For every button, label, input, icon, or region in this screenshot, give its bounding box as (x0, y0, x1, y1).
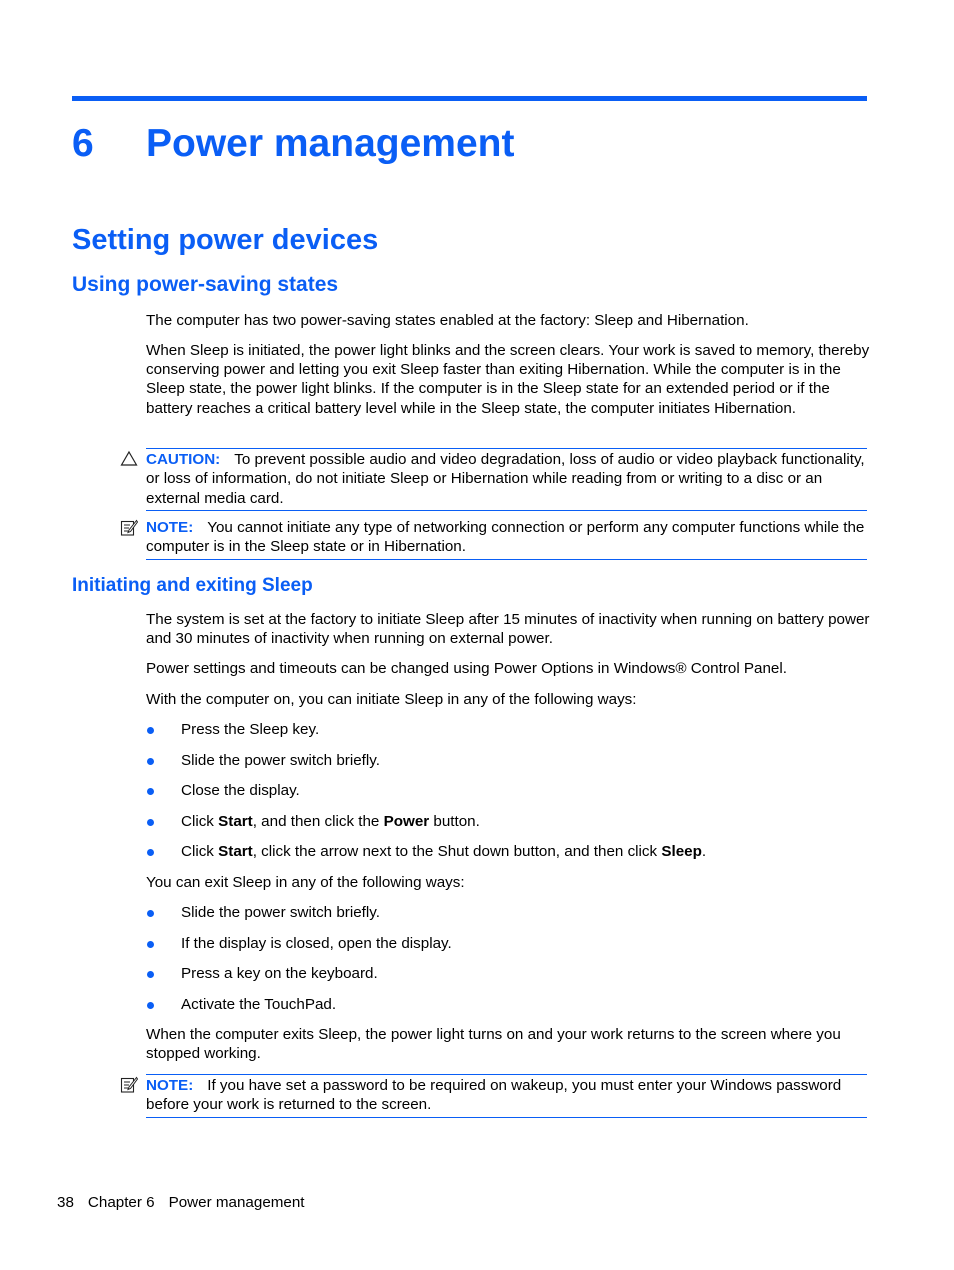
note-text: You cannot initiate any type of networking connection or perform any computer functions while the computer is in the Sleep state or in Hibernation. (146, 519, 865, 556)
chapter-heading (72, 120, 514, 168)
paragraph: The computer has two power-saving states enabled at the factory: Sleep and Hibernation. (146, 312, 749, 329)
bullet-icon (147, 1002, 154, 1009)
chapter-number: 6 (72, 122, 94, 165)
note-pencil-icon (120, 519, 138, 537)
paragraph: When the computer exits Sleep, the power light turns on and your work returns to the screen where you stopped working. (146, 1026, 841, 1063)
bullet-icon (147, 971, 154, 978)
caution-box (146, 448, 867, 511)
chapter-rule (72, 96, 867, 101)
bullet-icon (147, 788, 154, 795)
bullet-icon (147, 849, 154, 856)
note-label: NOTE: (146, 1077, 194, 1094)
subsection-title-sleep: Initiating and exiting Sleep (72, 575, 313, 596)
note-text: If you have set a password to be required on wakeup, you must enter your Windows password before your work is returned to the screen. (146, 1077, 842, 1114)
page-footer (57, 1193, 319, 1212)
paragraph: When Sleep is initiated, the power light blinks and the screen clears. Your work is saved to memory, thereby conserving power and letting you exit Sleep faster than exiting Hibernation. While the computer is in the Sleep state, the power light blinks. If the computer is in the Sleep state for an extended period or if the battery reaches a critical battery level while in the Sleep state, the computer initiates Hibernation. (146, 342, 870, 417)
chapter-title: Power management (146, 122, 515, 165)
bullet-icon (147, 910, 154, 917)
warning-triangle-icon (120, 450, 138, 468)
note-pencil-icon (120, 1076, 138, 1094)
bullet-icon (147, 727, 154, 734)
note-box (146, 1074, 867, 1118)
caution-label: CAUTION: (146, 451, 221, 468)
paragraph: With the computer on, you can initiate Sleep in any of the following ways: (146, 691, 637, 708)
footer-chapter: Chapter 6 (87, 1194, 155, 1211)
section-title: Setting power devices (72, 224, 379, 256)
bullet-icon (147, 758, 154, 765)
page-number: 38 (57, 1194, 74, 1211)
note-box (146, 517, 867, 560)
caution-text: To prevent possible audio and video degradation, loss of audio or video playback functionality, or loss of information, do not initiate Sleep or Hibernation while reading from or writing to a disc or an external media card. (146, 451, 865, 507)
bullet-icon (147, 819, 154, 826)
subsection-title-power-saving: Using power-saving states (72, 273, 339, 296)
bullet-icon (147, 941, 154, 948)
paragraph: You can exit Sleep in any of the following ways: (146, 874, 465, 891)
note-label: NOTE: (146, 519, 194, 536)
footer-title: Power management (168, 1194, 305, 1211)
paragraph: Power settings and timeouts can be changed using Power Options in Windows® Control Panel. (146, 660, 787, 677)
paragraph: The system is set at the factory to initiate Sleep after 15 minutes of inactivity when running on battery power and 30 minutes of inactivity when running on external power. (146, 611, 870, 648)
